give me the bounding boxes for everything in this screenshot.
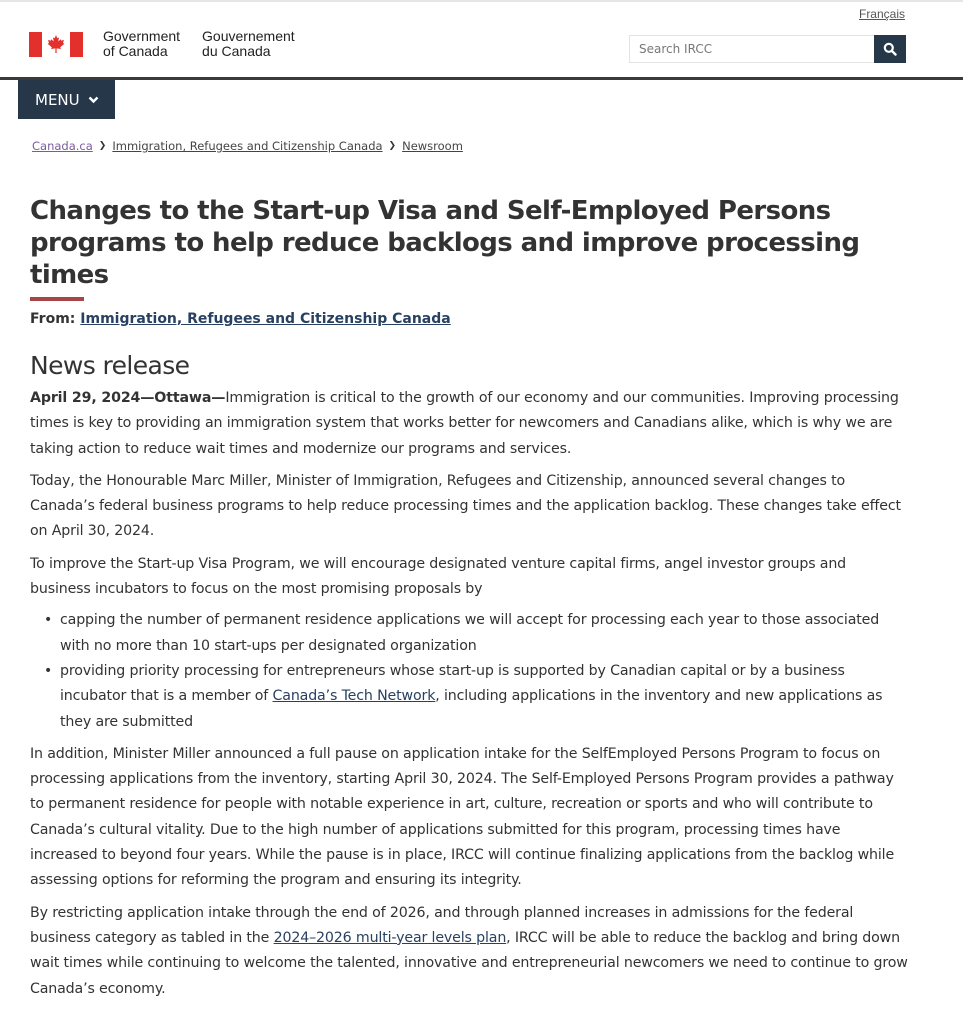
- search-input[interactable]: [629, 35, 874, 63]
- title-accent-rule: [30, 297, 84, 301]
- menu-button[interactable]: [18, 80, 115, 119]
- paragraph-startup-visa: To improve the Start-up Visa Program, we will encourage designated venture capital firms, angel investor groups and business incubators to focus on the most promising proposals by: [30, 555, 847, 598]
- list-item: • capping the number of permanent residence applications we will accept for processing each year to those associated with no more than 10 start-ups per designated organization: [60, 608, 910, 659]
- paragraph-intro: April 29, 2024—Ottawa—Immigration is critical to the growth of our economy and our communities. Improving processing times is key to providing an immigration system that works better for newcomers and Canadians alike, which is why we are taking action to reduce wait times and modernize our programs and services.: [30, 390, 899, 457]
- page-title: Changes to the Start-up Visa and Self-Employed Persons programs to help reduce backlogs and improve processing times: [30, 196, 860, 290]
- dateline: April 29, 2024—Ottawa—: [30, 390, 226, 406]
- levels-plan-link[interactable]: 2024–2026 multi-year levels plan: [273, 929, 507, 946]
- breadcrumb-separator-icon: ❯: [388, 141, 397, 151]
- breadcrumb-canada-ca[interactable]: Canada.ca: [32, 139, 93, 153]
- breadcrumb-separator-icon: ❯: [98, 141, 107, 151]
- language-toggle-link[interactable]: Français: [858, 7, 905, 21]
- section-heading: News release: [30, 351, 190, 380]
- chevron-down-icon: [88, 96, 99, 104]
- from-line: [30, 311, 910, 327]
- menu-label: MENU: [35, 90, 80, 109]
- government-of-canada-logo[interactable]: [29, 29, 295, 59]
- list-item: • providing priority processing for entrepreneurs whose start-up is supported by Canadian capital or by a business incubator that is a member of Canada’s Tech Network, including applications in the inventory and new applications as they are submitted: [60, 659, 910, 735]
- signature-french: Gouvernement du Canada: [202, 28, 295, 59]
- search-icon: [883, 42, 897, 56]
- from-label: From:: [30, 311, 76, 327]
- top-border: [0, 0, 963, 2]
- signature-english: Government of Canada: [103, 28, 181, 59]
- search-form: [629, 35, 906, 63]
- government-signature: [103, 29, 295, 59]
- breadcrumb: [32, 139, 463, 153]
- paragraph-levels-plan: By restricting application intake through the end of 2026, and through planned increases in admissions for the federal business category as tabled in the 2024–2026 multi-year levels plan, IRCC will be able to reduce the backlog and bring down wait times while continuing to welcome the talented, innovative and entrepreneurial newcomers we need to continue to grow Canada’s economy.: [30, 904, 908, 997]
- breadcrumb-newsroom[interactable]: Newsroom: [402, 139, 463, 153]
- paragraph-self-employed: In addition, Minister Miller announced a full pause on application intake for the SelfEmployed Persons Program to focus on processing applications from the inventory, starting April 30, 2024. The Self-Employed Persons Program provides a pathway to permanent residence for people with notable experience in art, culture, recreation or sports and who will contribute to Canada’s cultural vitality. Due to the high number of applications submitted for this program, processing times have increased to beyond four years. While the pause is in place, IRCC will continue finalizing applications from the backlog while assessing options for reforming the program and ensuring its integrity.: [30, 745, 895, 889]
- breadcrumb-ircc[interactable]: Immigration, Refugees and Citizenship Canada: [112, 139, 383, 153]
- paragraph-announcement: Today, the Honourable Marc Miller, Minister of Immigration, Refugees and Citizenship, announced several changes to Canada’s federal business programs to help reduce processing times and the application backlog. These changes take effect on April 30, 2024.: [30, 472, 901, 540]
- search-button[interactable]: [874, 35, 906, 63]
- header-divider: [0, 77, 963, 80]
- maple-leaf-icon: [46, 34, 66, 54]
- main-content: [30, 195, 910, 1002]
- startup-visa-measures-list: [30, 608, 910, 734]
- from-department-link[interactable]: Immigration, Refugees and Citizenship Canada: [80, 311, 451, 327]
- canadas-tech-network-link[interactable]: Canada’s Tech Network: [272, 688, 436, 705]
- canada-flag-icon: [29, 32, 83, 57]
